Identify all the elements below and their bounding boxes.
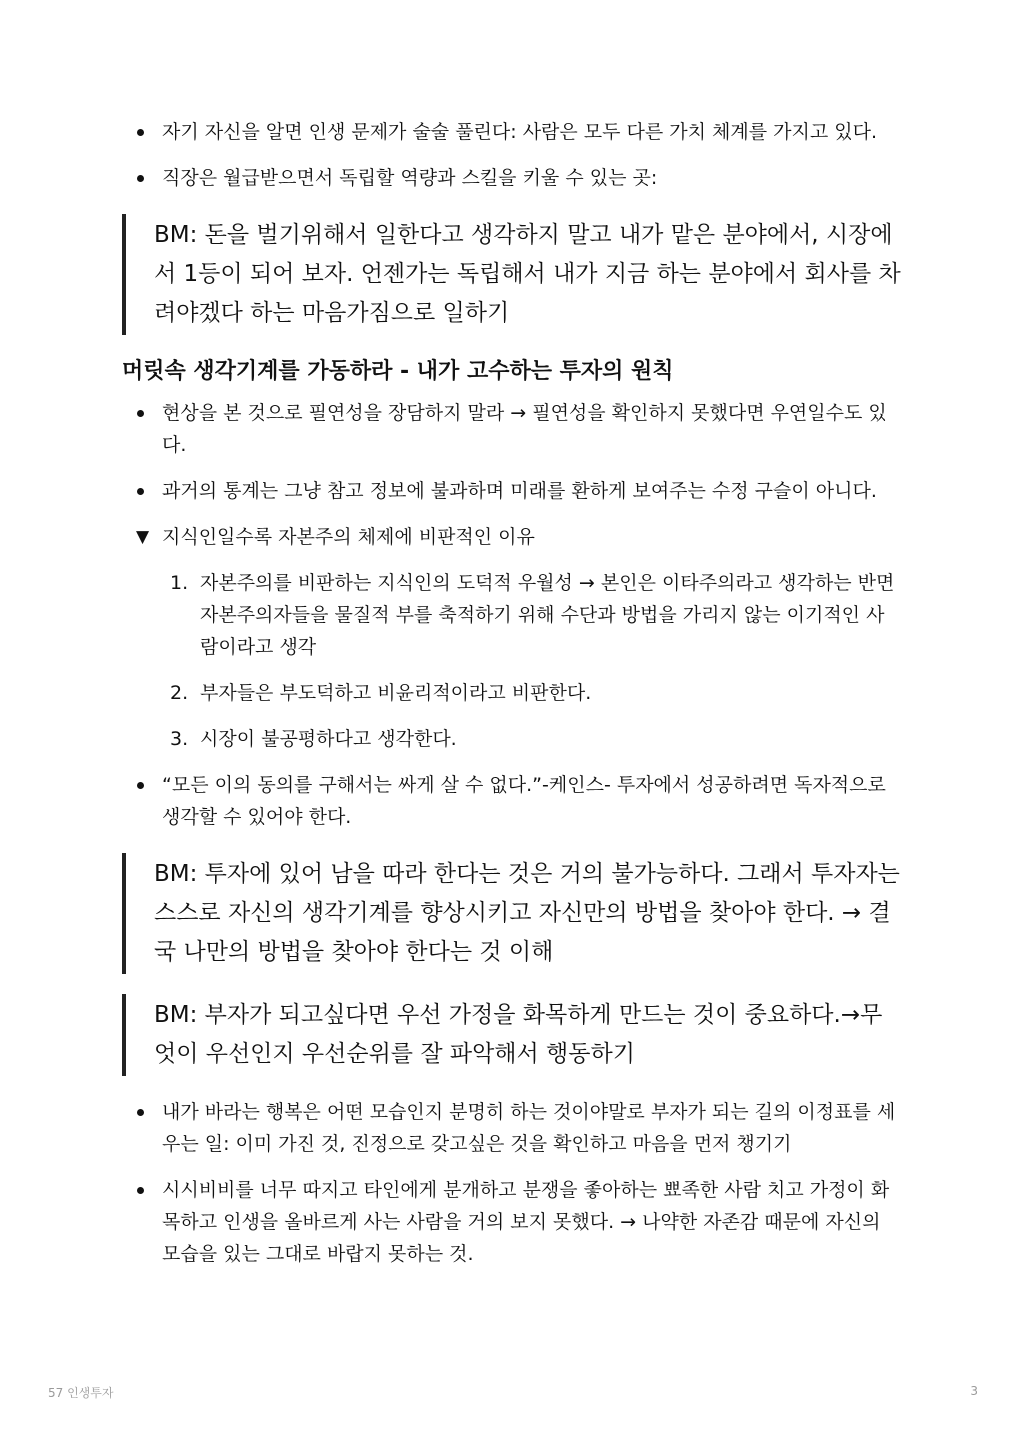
item-text: 자본주의를 비판하는 지식인의 도덕적 우월성 → 본인은 이타주의라고 생각하는 반면 자본주의자들을 물질적 부를 축적하기 위해 수단과 방법을 가리지 않는 이기적인 사람이라고 생각 [200, 572, 895, 658]
list-item: 내가 바라는 행복은 어떤 모습인지 분명히 하는 것이야말로 부자가 되는 길의 이정표를 세우는 일: 이미 가진 것, 진정으로 갖고싶은 것을 확인하고 마음을 먼저 챙기기 [122, 1096, 902, 1160]
item-number: 2. [170, 682, 189, 704]
list-item: 시시비비를 너무 따지고 타인에게 분개하고 분쟁을 좋아하는 뾰족한 사람 치고 가정이 화목하고 인생을 올바르게 사는 사람을 거의 보지 못했다. → 나약한 자존감 때문에 자신의 모습을 있는 그대로 바랍지 못하는 것. [122, 1174, 902, 1270]
item-text: 부자들은 부도덕하고 비윤리적이라고 비판한다. [200, 682, 592, 704]
blockquote: BM: 돈을 벌기위해서 일한다고 생각하지 말고 내가 맡은 분야에서, 시장에서 1등이 되어 보자. 언젠가는 독립해서 내가 지금 하는 분야에서 회사를 차려야겠다 하는 마음가짐으로 일하기 [122, 214, 902, 335]
page-number: 3 [970, 1384, 978, 1398]
page-content [122, 116, 902, 1284]
triangle-down-icon[interactable]: ▼ [136, 527, 150, 547]
list-item: 과거의 통계는 그냥 참고 정보에 불과하며 미래를 환하게 보여주는 수정 구슬이 아니다. [122, 475, 902, 507]
toggle-label: 지식인일수록 자본주의 체제에 비판적인 이유 [162, 526, 535, 548]
item-number: 1. [170, 572, 189, 594]
toggle-block[interactable] [122, 521, 902, 553]
footer-title: 57 인생투자 [48, 1386, 114, 1400]
numbered-item [122, 723, 902, 755]
list-item: 직장은 월급받으면서 독립할 역량과 스킬을 키울 수 있는 곳: [122, 162, 902, 194]
blockquote: BM: 부자가 되고싶다면 우선 가정을 화목하게 만드는 것이 중요하다.→무엇이 우선인지 우선순위를 잘 파악해서 행동하기 [122, 994, 902, 1076]
item-text: 시장이 불공평하다고 생각한다. [200, 728, 457, 750]
numbered-item [122, 677, 902, 709]
numbered-item [122, 567, 902, 663]
list-item: 자기 자신을 알면 인생 문제가 술술 풀린다: 사람은 모두 다른 가치 체계를 가지고 있다. [122, 116, 902, 148]
list-item: “모든 이의 동의를 구해서는 싸게 살 수 없다.”-케인스- 투자에서 성공하려면 독자적으로 생각할 수 있어야 한다. [122, 769, 902, 833]
blockquote: BM: 투자에 있어 남을 따라 한다는 것은 거의 불가능하다. 그래서 투자자는 스스로 자신의 생각기계를 향상시키고 자신만의 방법을 찾아야 한다. → 결국 나만의 방법을 찾아야 한다는 것 이해 [122, 853, 902, 974]
item-number: 3. [170, 728, 189, 750]
section-heading: 머릿속 생각기계를 가동하라 - 내가 고수하는 투자의 원칙 [122, 359, 674, 384]
list-item: 현상을 본 것으로 필연성을 장담하지 말라 → 필연성을 확인하지 못했다면 우연일수도 있다. [122, 397, 902, 461]
